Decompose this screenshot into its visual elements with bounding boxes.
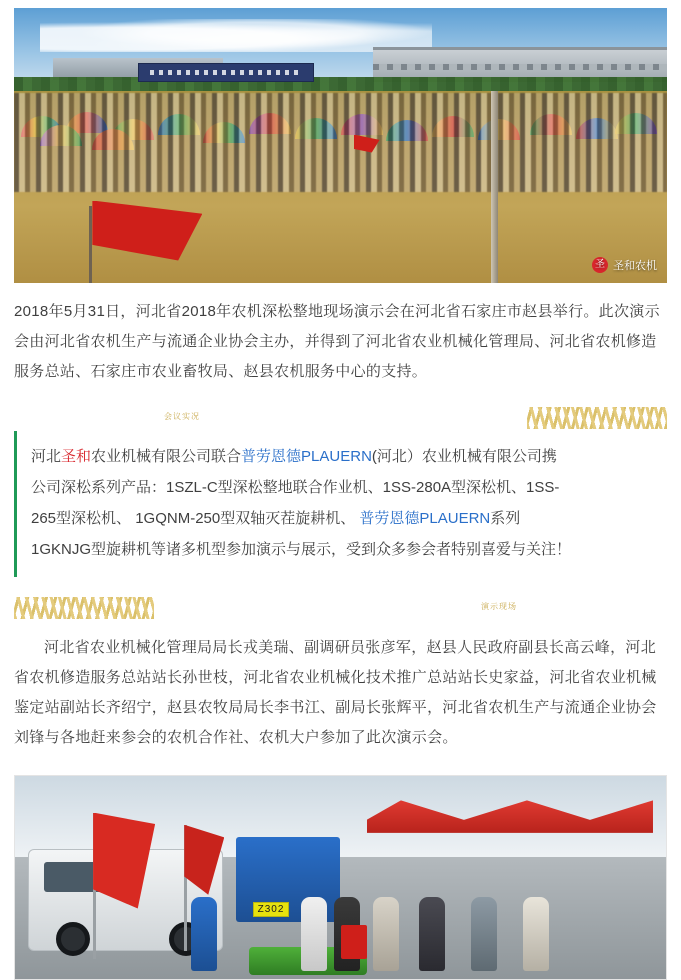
quote-text-d: 265型深松机、 1GQNM-250型双轴灭茬旋耕机、	[31, 510, 360, 527]
bottom-photo	[14, 775, 667, 980]
quote-line-2: 公司深松系列产品：1SZL-C型深松整地联合作业机、1SS-280A型深松机、1SS-	[31, 479, 560, 496]
quote-text-a: 河北	[31, 448, 62, 465]
quote-line-1	[31, 441, 659, 472]
company-name-highlight: 圣和	[61, 448, 92, 465]
van-wheel-front	[56, 922, 90, 956]
paragraph-attendees: 河北省农业机械化管理局局长戎美瑞、副调研员张彦军，赵县人民政府副县长高云峰，河北省农机修造服务总站站长孙世枝，河北省农业机械化技术推广总站站长史家益，河北省农业机械鉴定站副站长齐绍宁，赵县农牧局局长李书江、副局长张辉平，河北省农机生产与流通企业协会刘锋与各地赶来参会的农机合作社、农机大户参加了此次演示会。	[14, 639, 657, 746]
paragraph-intro: 2018年5月31日，河北省2018年农机深松整地现场演示会在河北省石家庄市赵县举行。此次演示会由河北省农机生产与流通企业协会主办，并得到了河北省农业机械化管理局、河北省农机修造服务总站、石家庄市农业畜牧局、赵县农机服务中心的支持。	[14, 303, 660, 380]
quote-line-3	[31, 503, 659, 534]
quote-text-b: 农业机械有限公司联合	[91, 448, 242, 465]
machine-number-plate: Z302	[253, 902, 290, 917]
visitor-4	[373, 897, 399, 971]
wheat-ornament-icon-2	[14, 597, 154, 619]
divider-top	[14, 407, 667, 429]
hero-photo	[14, 8, 667, 283]
watermark-logo-icon: 圣	[592, 257, 608, 273]
watermark-label: 圣和农机	[613, 260, 657, 272]
wheat-ornament-icon	[527, 407, 667, 429]
visitor-2	[301, 897, 327, 971]
divider-top-label: 会议实况	[164, 412, 200, 421]
brand-name-highlight-2: 普劳恩德PLAUERN	[359, 510, 491, 527]
quote-text-c: (河北）农业机械有限公司携	[371, 448, 557, 465]
quote-line-4: 1GKNJG型旋耕机等诸多机型参加演示与展示，受到众多参会者特别喜爱与关注！	[31, 541, 572, 558]
visitor-7	[523, 897, 549, 971]
divider-bottom-label: 演示现场	[481, 602, 517, 611]
stage-banner	[138, 63, 314, 82]
highlight-quote-block	[14, 431, 667, 577]
red-shopping-bag	[341, 925, 367, 959]
quote-text-e: 系列	[490, 510, 521, 527]
divider-bottom	[14, 597, 667, 619]
flag-pole	[89, 206, 92, 283]
brand-name-highlight-1: 普劳恩德PLAUERN	[241, 448, 372, 465]
visitor-5	[419, 897, 445, 971]
tall-pole	[491, 91, 498, 284]
crowd-of-attendees	[14, 93, 667, 192]
watermark	[592, 257, 657, 273]
visitor-6	[471, 897, 497, 971]
visitor-1	[191, 897, 217, 971]
